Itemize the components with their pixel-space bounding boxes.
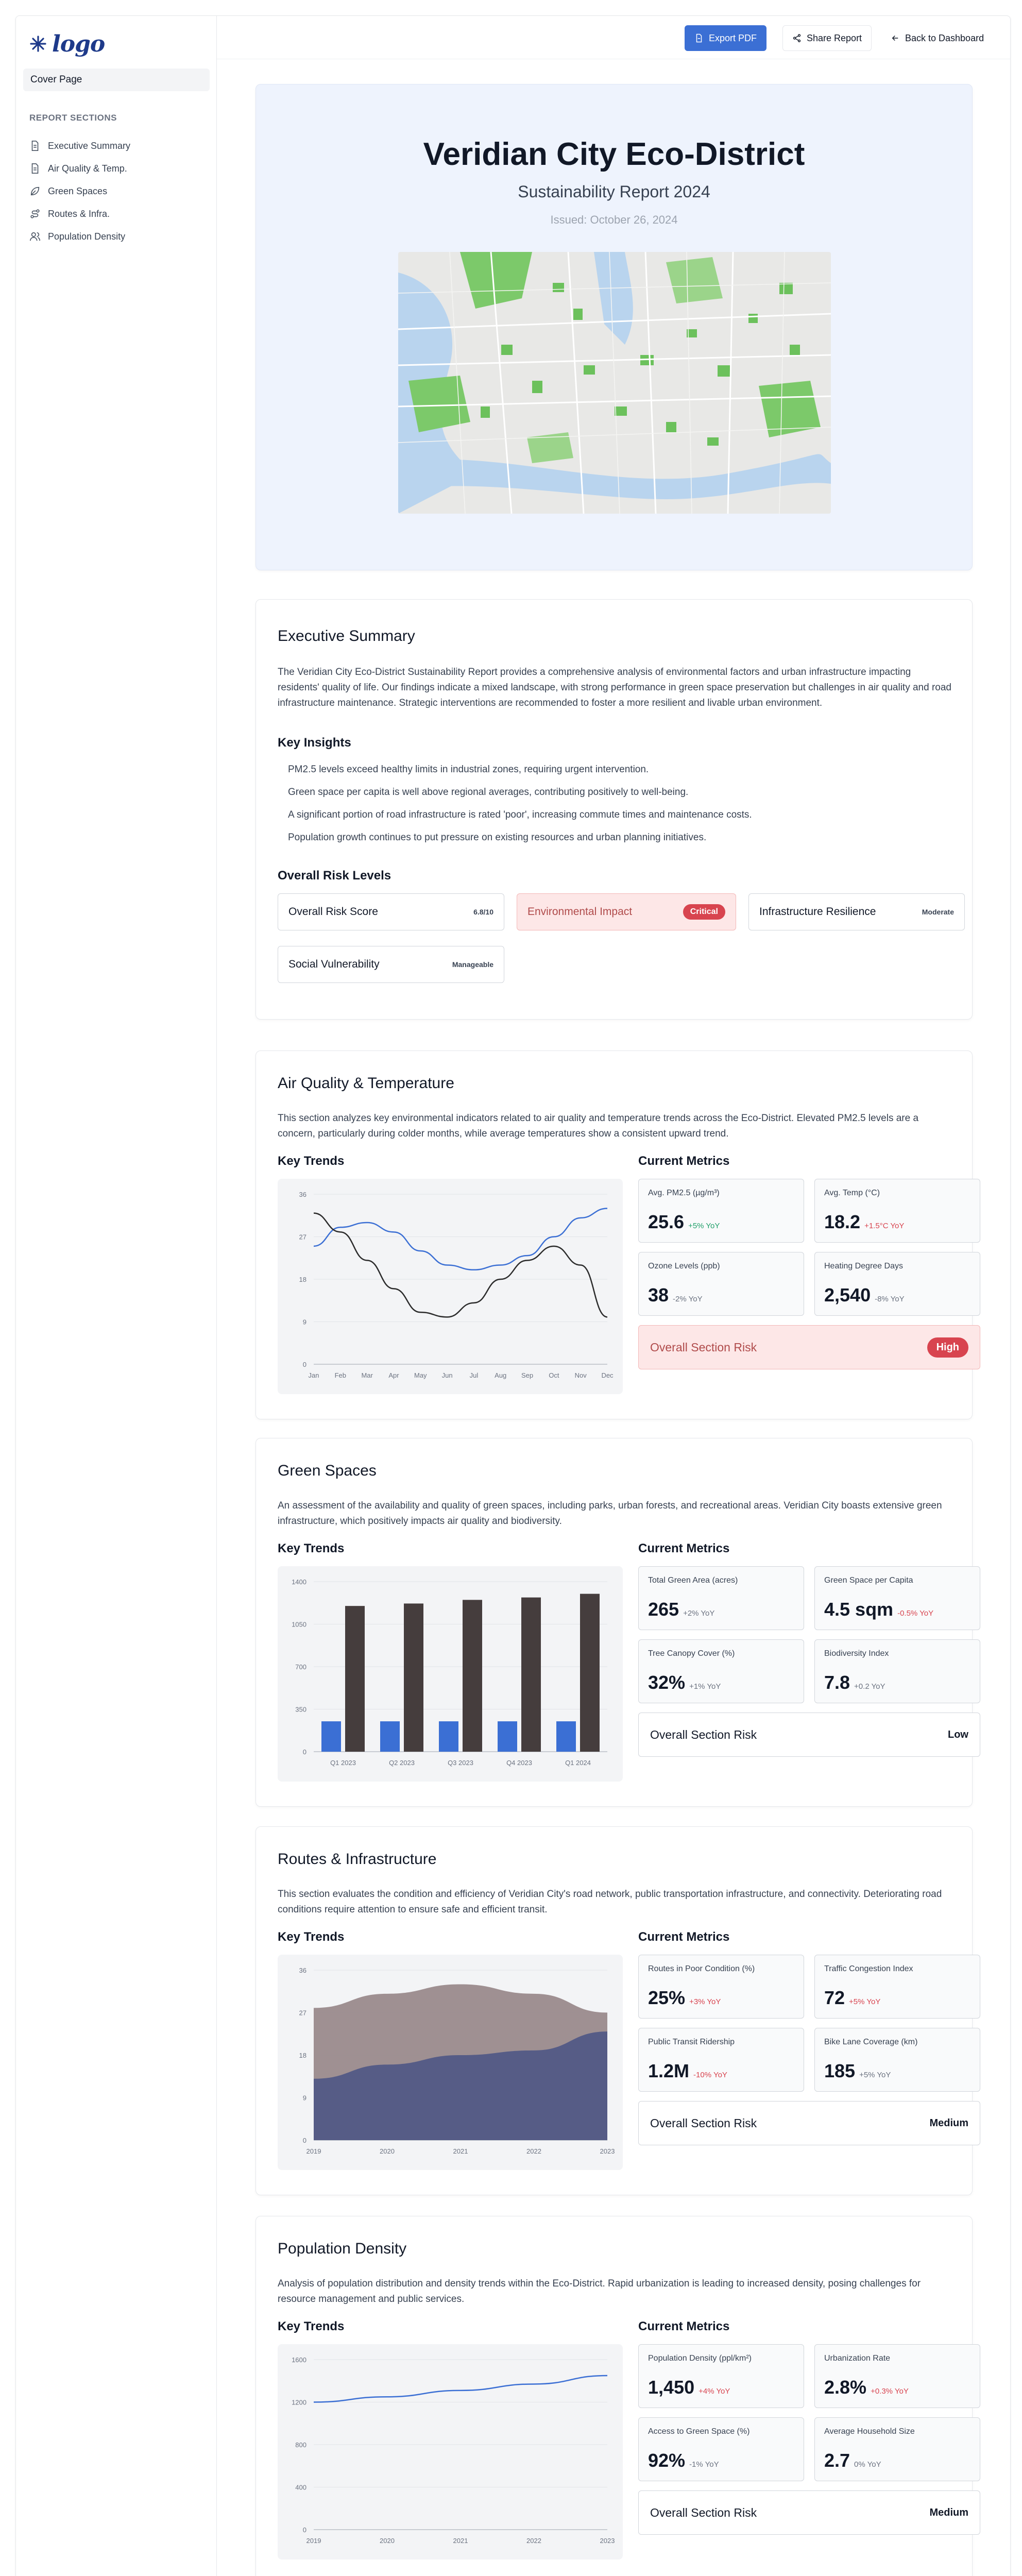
x-tick-label: Q2 2023 (389, 1759, 415, 1767)
routes-section (256, 1826, 973, 2195)
x-tick-label: 2020 (380, 2537, 395, 2545)
sidebar-item-green-spaces[interactable] (29, 180, 205, 202)
sidebar-list (29, 134, 205, 248)
metric-delta: -10% YoY (693, 2071, 727, 2079)
y-tick-label: 27 (299, 2009, 306, 2017)
y-tick-label: 9 (302, 2094, 306, 2102)
sidebar-item-routes[interactable] (29, 202, 205, 225)
risk-levels-heading: Overall Risk Levels (278, 869, 391, 883)
district-map (398, 252, 831, 514)
metric-label: Traffic Congestion Index (824, 1964, 913, 1973)
sidebar-item-population[interactable] (29, 225, 205, 248)
sidebar-item-label: Routes & Infra. (48, 208, 110, 219)
current-metrics-heading: Current Metrics (638, 1930, 730, 1944)
sidebar-item-label: Population Density (48, 231, 126, 242)
executive-summary-section (256, 599, 973, 1020)
main-content (217, 16, 1011, 2576)
section-description: Analysis of population distribution and density trends within the Eco-District. Rapid urbanization is leading to increased density, posing challenges for resource management and public services. (278, 2278, 921, 2304)
section-description: The Veridian City Eco-District Sustainability Report provides a comprehensive analysis of environmental factors and urban infrastructure impacting residents' quality of life. Our findings indicate a mixed landscape, with strong performance in green space preservation but challenges in air quality and road infrastructure maintenance. Strategic interventions are recommended to foster a more resilient and livable urban environment. (278, 667, 951, 708)
metric-delta: -2% YoY (673, 1295, 703, 1303)
metric-card (814, 1639, 980, 1703)
metric-delta: +5% YoY (859, 2071, 891, 2079)
x-tick-label: Q1 2024 (565, 1759, 591, 1767)
metric-label: Public Transit Ridership (648, 2038, 735, 2046)
x-tick-label: Apr (388, 1371, 399, 1379)
metric-label: Population Density (ppl/km²) (648, 2354, 752, 2363)
y-tick-label: 0 (302, 2526, 306, 2534)
metric-card (638, 1639, 804, 1703)
document-icon (29, 140, 41, 151)
metric-label: Average Household Size (824, 2427, 915, 2436)
metric-value: 18.2 (824, 1211, 861, 1232)
x-tick-label: Mar (361, 1371, 373, 1379)
metric-delta: +4% YoY (699, 2387, 730, 2396)
metric-card (814, 1566, 980, 1630)
series-line-0 (314, 2376, 607, 2402)
sidebar-item-label: Green Spaces (48, 185, 108, 196)
metric-label: Bike Lane Coverage (km) (824, 2038, 918, 2046)
y-tick-label: 700 (295, 1663, 306, 1671)
bar-1 (463, 1600, 482, 1752)
leaf-icon (29, 185, 41, 197)
metric-value: 185 (824, 2060, 856, 2081)
document-icon (694, 33, 704, 43)
sidebar (16, 16, 217, 2576)
metric-label: Total Green Area (acres) (648, 1576, 738, 1585)
arrow-left-icon (891, 33, 900, 43)
metric-delta: +5% YoY (849, 1997, 881, 2006)
x-tick-label: May (414, 1371, 427, 1379)
y-tick-label: 1600 (292, 2356, 306, 2364)
district-map-image (398, 252, 831, 514)
share-report-button[interactable] (782, 25, 872, 51)
metric-value: 1,450 (648, 2377, 695, 2398)
risk-overall-score (278, 893, 504, 930)
back-to-dashboard-label: Back to Dashboard (905, 32, 984, 43)
insight-item: Population growth continues to put pressure on existing resources and urban planning initiatives. (288, 832, 707, 843)
x-tick-label: Q3 2023 (448, 1759, 473, 1767)
x-tick-label: Jun (441, 1371, 453, 1379)
section-description: This section evaluates the condition and efficiency of Veridian City's road network, public transportation infrastructure, and connectivity. Deteriorating road conditions require attention to ensure safe and efficient transit. (278, 1889, 942, 1915)
metric-delta: -8% YoY (875, 1295, 905, 1303)
key-trends-heading: Key Trends (278, 1154, 345, 1168)
bar-0 (321, 1721, 341, 1752)
x-tick-label: 2022 (526, 2537, 541, 2545)
x-tick-label: Jul (469, 1371, 479, 1379)
bar-0 (439, 1721, 458, 1752)
y-tick-label: 36 (299, 1191, 306, 1198)
metric-label: Tree Canopy Cover (%) (648, 1649, 735, 1658)
x-tick-label: 2021 (453, 2537, 468, 2545)
routes-chart (278, 1955, 623, 2170)
x-tick-label: 2021 (453, 2147, 468, 2155)
y-tick-label: 9 (302, 1318, 306, 1326)
sidebar-heading: REPORT SECTIONS (29, 113, 117, 123)
bar-1 (580, 1594, 600, 1752)
metric-label: Access to Green Space (%) (648, 2427, 750, 2436)
risk-label: Infrastructure Resilience (759, 906, 876, 918)
metric-value: 2.8% (824, 2377, 867, 2398)
insight-item: A significant portion of road infrastructure is rated 'poor', increasing commute times and maintenance costs. (288, 809, 752, 820)
sidebar-item-cover[interactable]: Cover Page (23, 69, 210, 91)
current-metrics-heading: Current Metrics (638, 1154, 730, 1168)
cover-section (256, 84, 973, 570)
document-icon (29, 163, 41, 174)
section-risk (638, 2490, 980, 2535)
metric-card (638, 1566, 804, 1630)
x-tick-label: Oct (549, 1371, 559, 1379)
sidebar-item-executive-summary[interactable] (29, 134, 205, 157)
y-tick-label: 0 (302, 1361, 306, 1368)
metric-card (814, 1955, 980, 2019)
report-title: Veridian City Eco-District (423, 137, 805, 172)
metric-value: 32% (648, 1672, 686, 1693)
section-description: An assessment of the availability and quality of green spaces, including parks, urban forests, and recreational areas. Veridian City boasts extensive green infrastructure, which positively impacts air quality and biodiversity. (278, 1500, 942, 1527)
population-section (256, 2216, 973, 2576)
metric-value: 25.6 (648, 1211, 685, 1232)
metric-card (638, 2028, 804, 2092)
x-tick-label: Dec (601, 1371, 614, 1379)
share-icon (792, 33, 802, 43)
y-tick-label: 350 (295, 1705, 306, 1714)
x-tick-label: 2020 (380, 2147, 395, 2155)
bar-1 (404, 1603, 423, 1752)
key-trends-heading: Key Trends (278, 1930, 345, 1944)
insight-item: PM2.5 levels exceed healthy limits in industrial zones, requiring urgent intervention. (288, 764, 649, 775)
route-icon (29, 208, 41, 219)
bar-0 (556, 1721, 576, 1752)
bar-1 (521, 1598, 541, 1752)
metric-card (814, 2028, 980, 2092)
logo-icon (29, 35, 47, 53)
series-line-1 (314, 1213, 607, 1317)
issue-date: Issued: October 26, 2024 (550, 213, 678, 226)
x-tick-label: Q4 2023 (506, 1759, 532, 1767)
export-pdf-label: Export PDF (709, 32, 757, 43)
x-tick-label: Nov (574, 1371, 587, 1379)
y-tick-label: 400 (295, 2483, 306, 2492)
risk-label: Environmental Impact (527, 906, 633, 918)
y-tick-label: 1200 (292, 2398, 306, 2406)
metric-card (814, 2344, 980, 2408)
section-risk-badge: Low (948, 1728, 968, 1740)
section-title: Air Quality & Temperature (278, 1075, 454, 1092)
y-tick-label: 0 (302, 1748, 306, 1756)
metric-value: 2.7 (824, 2450, 850, 2471)
metric-delta: +0.3% YoY (871, 2387, 909, 2396)
metric-card (638, 2417, 804, 2481)
y-tick-label: 800 (295, 2441, 306, 2449)
key-trends-heading: Key Trends (278, 2319, 345, 2333)
metric-value: 72 (824, 1987, 845, 2008)
section-risk-badge: Medium (929, 2117, 968, 2129)
x-tick-label: 2019 (306, 2537, 321, 2545)
metric-card (814, 2417, 980, 2481)
metric-value: 1.2M (648, 2060, 690, 2081)
bar-0 (380, 1721, 400, 1752)
metric-value: 265 (648, 1599, 679, 1620)
metric-label: Avg. Temp (°C) (824, 1189, 880, 1197)
air-quality-section (256, 1050, 973, 1419)
toolbar (217, 16, 1011, 59)
risk-badge: Moderate (922, 908, 954, 916)
metric-value: 38 (648, 1284, 669, 1306)
metric-card (638, 2344, 804, 2408)
metric-card (814, 1179, 980, 1243)
section-risk-label: Overall Section Risk (650, 1340, 757, 1354)
metric-delta: +1% YoY (689, 1682, 721, 1691)
section-title: Executive Summary (278, 628, 415, 645)
metric-label: Heating Degree Days (824, 1262, 903, 1270)
air-quality-chart (278, 1179, 623, 1394)
y-tick-label: 36 (299, 1967, 306, 1974)
section-title: Population Density (278, 2240, 407, 2257)
risk-badge: 6.8/10 (473, 908, 493, 916)
sidebar-item-air-quality[interactable] (29, 157, 205, 180)
risk-label: Overall Risk Score (288, 906, 378, 918)
metric-card (814, 1252, 980, 1316)
metric-label: Routes in Poor Condition (%) (648, 1964, 755, 1973)
risk-label: Social Vulnerability (288, 958, 380, 970)
app-window (15, 15, 1011, 2576)
export-pdf-button[interactable] (685, 25, 766, 51)
metric-delta: +3% YoY (689, 1997, 721, 2006)
metric-value: 25% (648, 1987, 686, 2008)
section-risk-label: Overall Section Risk (650, 2116, 757, 2130)
metric-label: Avg. PM2.5 (µg/m³) (648, 1189, 720, 1197)
key-insights-heading: Key Insights (278, 736, 351, 750)
sidebar-item-label: Air Quality & Temp. (48, 163, 127, 174)
metric-value: 4.5 sqm (824, 1599, 894, 1620)
key-trends-heading: Key Trends (278, 1541, 345, 1555)
metric-delta: +2% YoY (683, 1609, 715, 1618)
metric-value: 2,540 (824, 1284, 871, 1306)
y-tick-label: 18 (299, 2052, 306, 2059)
risk-badge: Critical (683, 904, 725, 920)
metric-label: Urbanization Rate (824, 2354, 891, 2363)
share-report-label: Share Report (807, 32, 862, 43)
x-tick-label: 2019 (306, 2147, 321, 2155)
y-tick-label: 18 (299, 1276, 306, 1283)
section-risk (638, 1325, 980, 1369)
x-tick-label: 2023 (600, 2537, 615, 2545)
section-risk (638, 1713, 980, 1757)
section-risk-label: Overall Section Risk (650, 2505, 757, 2519)
key-insights-list (288, 758, 906, 849)
report-subtitle: Sustainability Report 2024 (518, 182, 710, 201)
logo-text: logo (52, 30, 105, 57)
metric-delta: +1.5°C YoY (864, 1222, 905, 1230)
section-risk (638, 2101, 980, 2145)
x-tick-label: Jan (308, 1371, 319, 1379)
section-title: Green Spaces (278, 1462, 377, 1479)
series-line-0 (314, 1209, 607, 1270)
metric-delta: +5% YoY (688, 1222, 720, 1230)
section-title: Routes & Infrastructure (278, 1851, 437, 1868)
green-spaces-chart (278, 1566, 623, 1782)
section-description: This section analyzes key environmental indicators related to air quality and temperature trends across the Eco-District. Elevated PM2.5 levels are a concern, particularly during colder months, while average temperatures show a consistent upward trend. (278, 1113, 919, 1139)
metric-delta: +0.2 YoY (854, 1682, 885, 1691)
section-risk-badge: Medium (929, 2506, 968, 2518)
current-metrics-heading: Current Metrics (638, 2319, 730, 2333)
y-tick-label: 0 (302, 2137, 306, 2144)
metric-card (638, 1252, 804, 1316)
x-tick-label: 2023 (600, 2147, 615, 2155)
metric-label: Biodiversity Index (824, 1649, 889, 1658)
insight-item: Green space per capita is well above regional averages, contributing positively to well-being. (288, 787, 689, 798)
x-tick-label: Sep (521, 1371, 534, 1379)
section-risk-badge: High (927, 1337, 968, 1358)
users-icon (29, 231, 41, 242)
green-spaces-section (256, 1438, 973, 1807)
risk-infrastructure-resilience (748, 893, 965, 930)
x-tick-label: Feb (334, 1371, 347, 1379)
risk-badge: Manageable (452, 960, 493, 969)
metric-value: 7.8 (824, 1672, 850, 1693)
metric-delta: -1% YoY (689, 2460, 719, 2469)
metric-value: 92% (648, 2450, 686, 2471)
y-tick-label: 27 (299, 1233, 306, 1241)
current-metrics-heading: Current Metrics (638, 1541, 730, 1555)
sidebar-item-label: Executive Summary (48, 140, 131, 151)
y-tick-label: 1050 (292, 1620, 306, 1629)
risk-social-vulnerability (278, 946, 504, 983)
x-tick-label: Aug (495, 1371, 507, 1379)
x-tick-label: Q1 2023 (330, 1759, 356, 1767)
risk-environmental-impact (517, 893, 736, 930)
metric-card (638, 1179, 804, 1243)
y-tick-label: 1400 (292, 1578, 306, 1586)
metric-delta: 0% YoY (854, 2460, 881, 2469)
metric-label: Ozone Levels (ppb) (648, 1262, 720, 1270)
back-to-dashboard-button[interactable] (881, 25, 993, 51)
x-tick-label: 2022 (526, 2147, 541, 2155)
metric-label: Green Space per Capita (824, 1576, 913, 1585)
bar-0 (498, 1721, 517, 1752)
logo[interactable] (29, 28, 105, 59)
metric-delta: -0.5% YoY (897, 1609, 934, 1618)
bar-1 (345, 1606, 365, 1752)
metric-card (638, 1955, 804, 2019)
section-risk-label: Overall Section Risk (650, 1727, 757, 1741)
population-chart (278, 2344, 623, 2560)
